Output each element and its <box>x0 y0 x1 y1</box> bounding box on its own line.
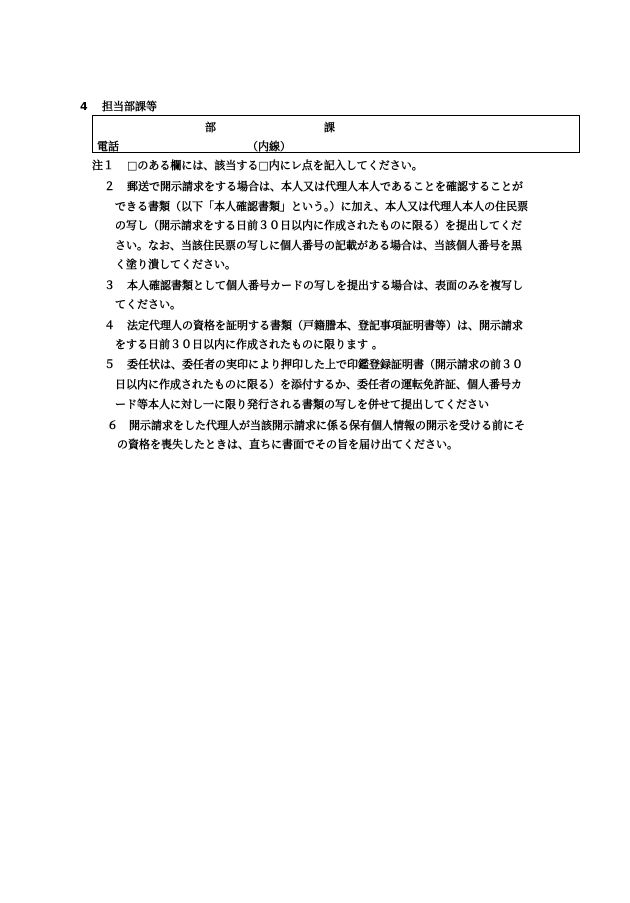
note-2-line-2: できる書類（以下「本人確認書類」という。）に加え、本人又は代理人本人の住民票 <box>115 200 529 213</box>
note-4-line-2: をする日前３０日以内に作成されたものに限ります 。 <box>115 338 383 351</box>
note-5-number: ５ <box>104 358 115 371</box>
note-6-line-2: の資格を喪失したときは、直ちに書面でその旨を届け出てください。 <box>117 438 458 451</box>
note-5-line-2: 日以内に作成されたものに限る）を添付するか、委任者の運転免許証、個人番号カ <box>115 378 522 391</box>
note-2-number: ２ <box>104 180 115 193</box>
note-3-line-2: てください。 <box>115 298 181 311</box>
note-5-line-1: 委任状は、委任者の実印により押印した上で印鑑登録証明書（開示請求の前３０ <box>127 358 523 371</box>
section-heading <box>80 98 157 114</box>
division-label: 課 <box>324 121 335 134</box>
note-4-line-1: 法定代理人の資格を証明する書類（戸籍謄本、登記事項証明書等）は、開示請求 <box>127 319 523 332</box>
note-3-line-1: 本人確認書類として個人番号カードの写しを提出する場合は、表面のみを複写し <box>127 279 523 292</box>
note-3-number: ３ <box>104 279 115 292</box>
note-4-number: ４ <box>104 319 115 332</box>
extension-label: （内線） <box>247 140 291 153</box>
department-box <box>92 115 580 153</box>
notes-prefix: 注１ <box>92 159 114 172</box>
department-label: 部 <box>205 121 216 134</box>
note-2-line-5: く塗り潰してください。 <box>115 258 236 271</box>
note-5-line-3: ード等本人に対し一に限り発行される書類の写しを併せて提出してください <box>115 398 489 411</box>
note-6-line-1: 開示請求をした代理人が当該開示請求に係る保有個人情報の開示を受ける前にそ <box>129 419 525 432</box>
note-2-line-1: 郵送で開示請求をする場合は、本人又は代理人本人であることを確認することが <box>127 180 523 193</box>
section-number: 4 <box>80 100 88 113</box>
section-title-text: 担当部課等 <box>102 100 157 113</box>
note-2-line-3: の写し（開示請求をする日前３０日以内に作成されたものに限る）を提出してくだ <box>115 219 522 232</box>
note-1-line-1: □のある欄には、該当する□内にレ点を記入してください。 <box>127 159 423 172</box>
phone-label: 電話 <box>97 140 119 153</box>
note-2-line-4: さい。なお、当該住民票の写しに個人番号の記載がある場合は、当該個人番号を黒 <box>115 239 522 252</box>
note-6-number: ６ <box>107 419 118 432</box>
